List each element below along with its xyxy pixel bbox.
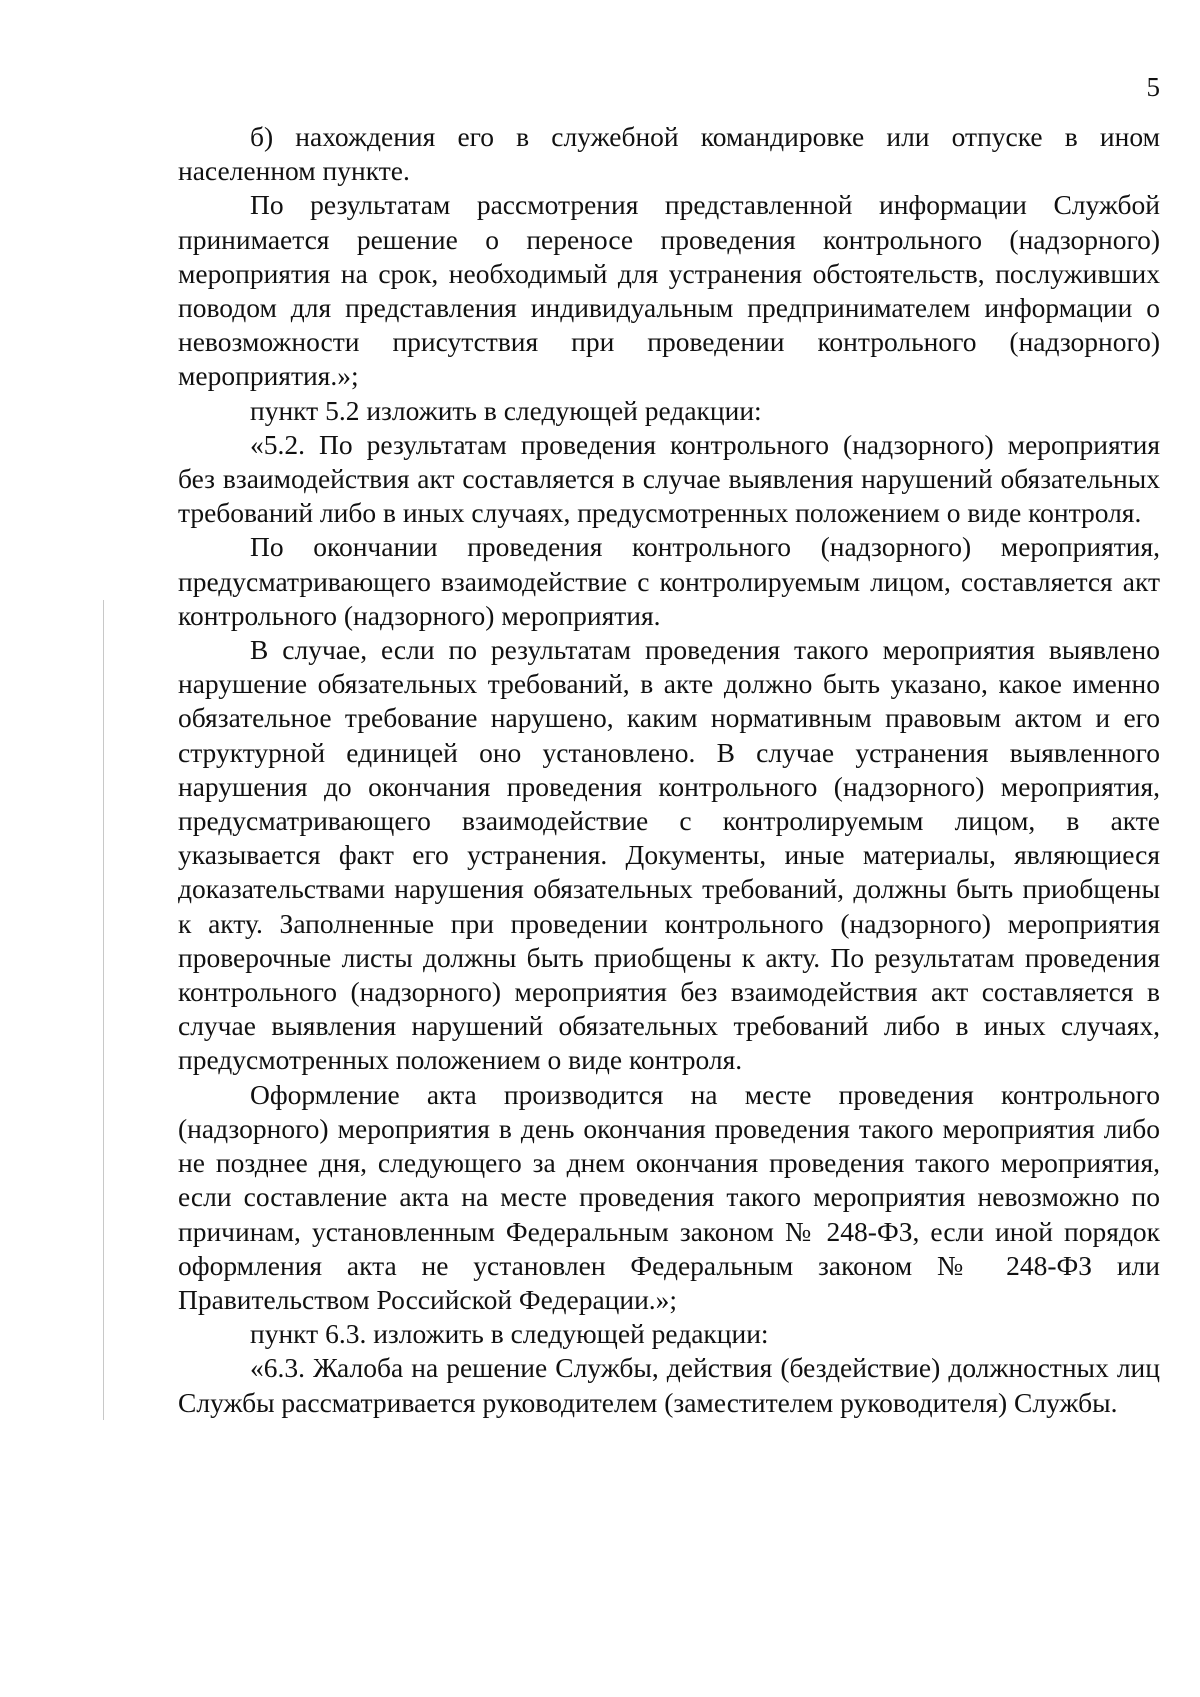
scan-margin-line (103, 600, 104, 1420)
paragraph-act-registration: Оформление акта производится на месте проведения контрольного (надзорного) мероприятия в день окончания проведения такого мероприятия либо не позднее дня, следующего за днем окончания проведения такого мероприятия, если составление акта на месте проведения такого мероприятия невозможно по причинам, установленным Федеральным законом № 248-ФЗ, если иной порядок оформления акта не установлен Федеральным законом № 248-ФЗ или Правительством Российской Федерации.»; (178, 1078, 1160, 1315)
paragraph-amend-6-3: пункт 6.3. изложить в следующей редакции: (250, 1318, 769, 1350)
paragraph-decision-postpone: По результатам рассмотрения представленной информации Службой принимается решение о переносе проведения контрольного (надзорного) мероприятия на срок, необходимый для устранения обстоятельств, послуживших поводом для представления индивидуальным предпринимателем информации о невозможности присутствия при проведении контрольного (надзорного) мероприятия.»; (178, 189, 1160, 392)
paragraph-6-3-text: «6.3. Жалоба на решение Службы, действия (бездействие) должностных лиц Службы рассматривается руководителем (заместителем руководителя) Службы. (178, 1352, 1160, 1418)
document-body (178, 120, 1160, 1420)
paragraph-violation-found: В случае, если по результатам проведения такого мероприятия выявлено нарушение обязательных требований, в акте должно быть указано, какое именно обязательное требование нарушено, каким нормативным правовым актом и его структурной единицей оно установлено. В случае устранения выявленного нарушения до окончания проведения контрольного (надзорного) мероприятия, предусматривающего взаимодействие с контролируемым лицом, в акте указывается факт его устранения. Документы, иные материалы, являющиеся доказательствами нарушения обязательных требований, должны быть приобщены к акту. Заполненные при проведении контрольного (надзорного) мероприятия проверочные листы должны быть приобщены к акту. По результатам проведения контрольного (надзорного) мероприятия без взаимодействия акт составляется в случае выявления нарушений обязательных требований либо в иных случаях, предусмотренных положением о виде контроля. (178, 634, 1160, 1076)
paragraph-amend-5-2: пункт 5.2 изложить в следующей редакции: (250, 394, 762, 426)
page-number: 5 (1146, 72, 1160, 102)
paragraph-act-drawn-up: По окончании проведения контрольного (надзорного) мероприятия, предусматривающего взаимодействие с контролируемым лицом, составляется акт контрольного (надзорного) мероприятия. (178, 531, 1160, 631)
paragraph-5-2-text: «5.2. По результатам проведения контрольного (надзорного) мероприятия без взаимодействия акт составляется в случае выявления нарушений обязательных требований либо в иных случаях, предусмотренных положением о виде контроля. (178, 428, 1160, 529)
paragraph-b-item: б) нахождения его в служебной командировке или отпуске в ином населенном пункте. (178, 121, 1160, 187)
